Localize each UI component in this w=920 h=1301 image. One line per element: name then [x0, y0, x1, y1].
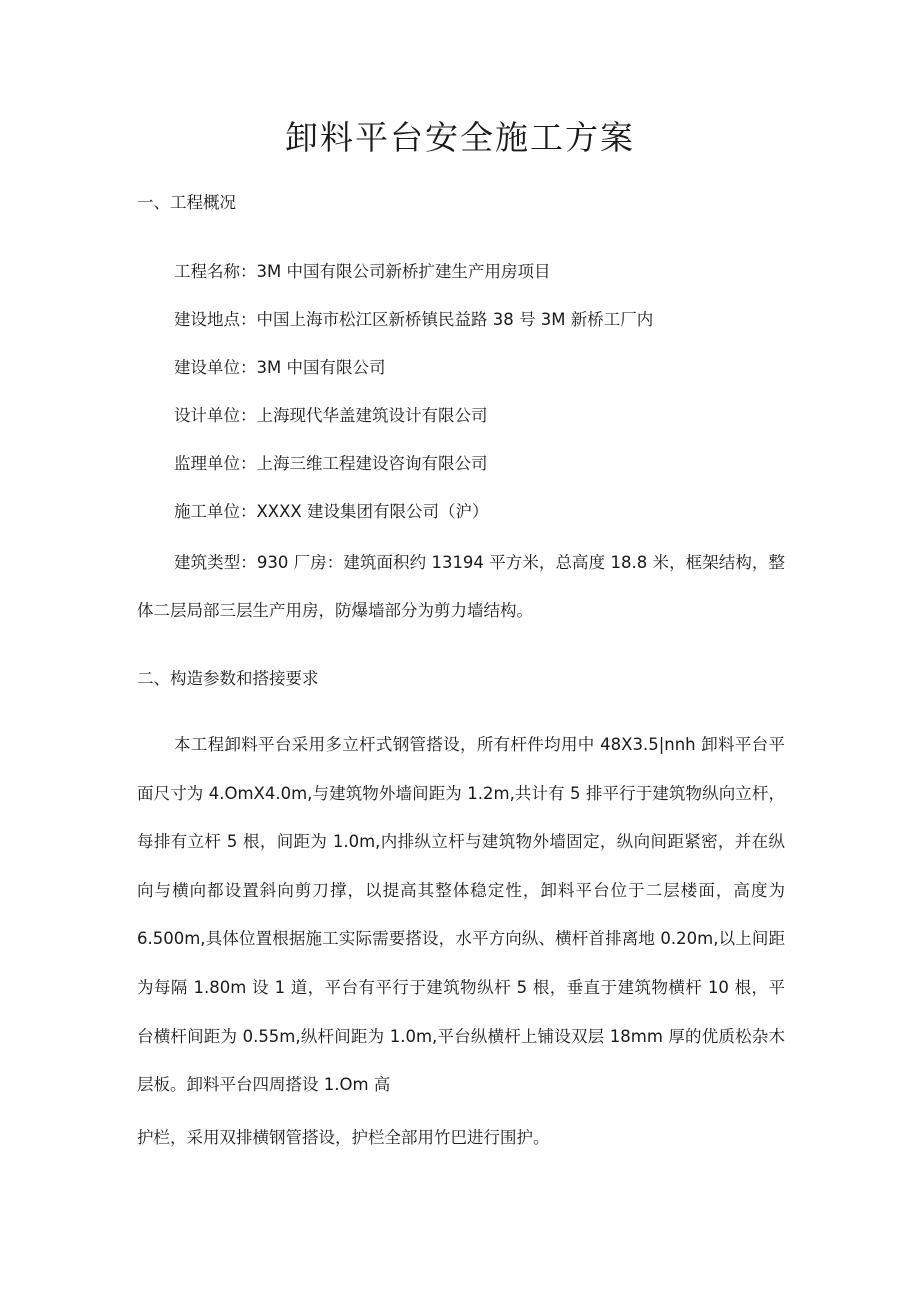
document-title: 卸料平台安全施工方案	[285, 118, 635, 157]
section-heading-parameters: 二、构造参数和搭接要求	[137, 669, 319, 688]
parameters-paragraph-continuation: 护栏，采用双排横钢管搭设，护栏全部用竹巴进行围护。	[137, 1128, 550, 1147]
field-label: 建设地点：	[174, 310, 257, 329]
building-type-paragraph: 建筑类型：930 厂房：建筑面积约 13194 平方米，总高度 18.8 米，框架结构，整体二层局部三层生产用房，防爆墙部分为剪力墙结构。	[137, 553, 785, 621]
field-project-name	[174, 260, 550, 284]
field-construction-site	[174, 308, 653, 332]
field-contractor	[174, 500, 488, 524]
field-owner	[174, 356, 385, 380]
parameters-paragraph: 本工程卸料平台采用多立杆式钢管搭设，所有杆件均用中 48X3.5|nnh 卸料平台平面尺寸为 4.OmX4.0m,与建筑物外墙间距为 1.2m,共计有 5 排平行于建筑物纵向立杆，每排有立杆 5 根，间距为 1.0m,内排纵立杆与建筑物外墙固定，纵向间距紧密，并在纵向与横向都设置斜向剪刀撑，以提高其整体稳定性，卸料平台位于二层楼面，高度为 6.500m,具体位置根据施工实际需要搭设，水平方向纵、横杆首排离地 0.20m,以上间距为每隔 1.80m 设 1 道，平台有平行于建筑物纵杆 5 根，垂直于建筑物横杆 10 根，平台横杆间距为 0.55m,纵杆间距为 1.0m,平台纵横杆上铺设双层 18mm 厚的优质松杂木层板。卸料平台四周搭设 1.Om 高	[137, 735, 785, 1095]
field-value: 3M 中国有限公司	[256, 358, 386, 377]
field-supervisor	[174, 452, 488, 476]
field-designer	[174, 404, 488, 428]
field-value: XXXX 建设集团有限公司（沪）	[256, 502, 489, 521]
field-value: 3M 中国有限公司新桥扩建生产用房项目	[256, 262, 551, 281]
field-value: 中国上海市松江区新桥镇民益路 38 号 3M 新桥工厂内	[256, 310, 654, 329]
section-heading-overview: 一、工程概况	[137, 193, 236, 212]
field-label: 设计单位：	[174, 406, 257, 425]
field-value: 上海现代华盖建筑设计有限公司	[256, 406, 488, 425]
field-label: 施工单位：	[174, 502, 257, 521]
field-label: 监理单位：	[174, 454, 257, 473]
field-label: 建设单位：	[174, 358, 257, 377]
field-value: 上海三维工程建设咨询有限公司	[256, 454, 488, 473]
field-label: 工程名称：	[174, 262, 257, 281]
